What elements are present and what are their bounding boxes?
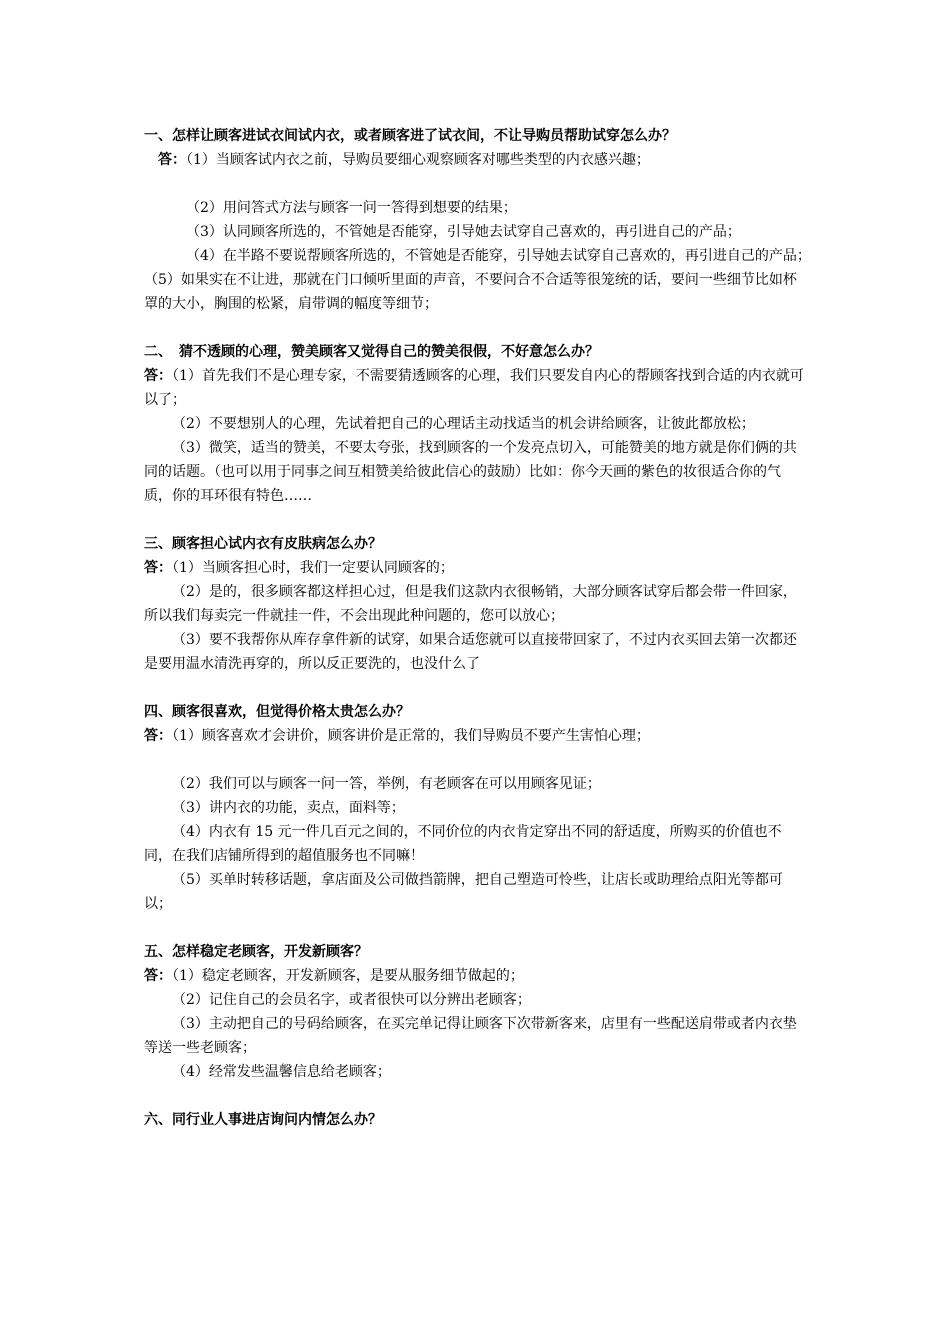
- section-heading-3: 三、顾客担心试内衣有皮肤病怎么办？: [144, 536, 382, 552]
- answer-label: 答：: [144, 560, 172, 576]
- answer-item: （3）微笑，适当的赞美，不要太夸张，找到顾客的一个发亮点切入，可能赞美的地方就是你们俩的共同的话题。（也可以用于同事之间互相赞美给彼此信心的鼓励）比如：你今天画的紫色的妆很适合你的气质，你的耳环很有特色……: [144, 440, 797, 504]
- section-heading-1: 一、怎样让顾客进试衣间试内衣，或者顾客进了试衣间，不让导购员帮助试穿怎么办？: [144, 128, 676, 144]
- answer-item: （2）是的，很多顾客都这样担心过，但是我们这款内衣很畅销，大部分顾客试穿后都会带一件回家，所以我们每卖完一件就挂一件，不会出现此种问题的，您可以放心；: [144, 584, 797, 624]
- answer-item: （2）我们可以与顾客一问一答，举例，有老顾客在可以用顾客见证；: [172, 776, 601, 792]
- section-heading-6: 六、同行业人事进店询问内情怎么办？: [144, 1112, 382, 1128]
- answer-item: （2）用问答式方法与顾客一问一答得到想要的结果；: [186, 200, 517, 216]
- answer-item: （4）经常发些温馨信息给老顾客；: [172, 1064, 391, 1080]
- answer-line-1: [144, 364, 808, 412]
- answer-item: （1）当顾客试内衣之前，导购员要细心观察顾客对哪些类型的内衣感兴趣；: [186, 152, 650, 168]
- answer-label: 答：: [144, 968, 172, 984]
- answer-line-1: [144, 148, 808, 172]
- answer-item: （2）记住自己的会员名字，或者很快可以分辨出老顾客；: [172, 992, 531, 1008]
- answer-label: 答：: [144, 728, 172, 744]
- section-heading-2: 二、 猜不透顾的心理，赞美顾客又觉得自己的赞美很假，不好意怎么办？: [144, 344, 599, 360]
- document-body: [144, 124, 832, 1132]
- answer-item: （3）讲内衣的功能，卖点，面料等；: [172, 800, 405, 816]
- answer-item: （1）当顾客担心时，我们一定要认同顾客的；: [172, 560, 454, 576]
- answer-item: （2）不要想别人的心理，先试着把自己的心理话主动找适当的机会讲给顾客，让彼此都放松；: [172, 416, 755, 432]
- answer-item: （4）在半路不要说帮顾客所选的，不管她是否能穿，引导她去试穿自己喜欢的，再引进自己的产品； （5）如果实在不让进，那就在门口倾听里面的声音，不要问合不合适等很笼统的话，要问一些细节比如杯罩的大小，胸围的松紧，肩带调的幅度等细节；: [144, 248, 832, 312]
- answer-item: （3）要不我帮你从库存拿件新的试穿，如果合适您就可以直接带回家了，不过内衣买回去第一次都还是要用温水清洗再穿的，所以反正要洗的，也没什么了: [144, 632, 797, 672]
- answer-item: （3）主动把自己的号码给顾客，在买完单记得让顾客下次带新客来，店里有一些配送肩带或者内衣垫等送一些老顾客；: [144, 1016, 797, 1056]
- answer-label: 答：: [144, 368, 172, 384]
- answer-item: （5）买单时转移话题，拿店面及公司做挡箭牌，把自己塑造可怜些，让店长或助理给点阳光等都可以；: [144, 872, 783, 912]
- answer-item: （1）稳定老顾客，开发新顾客，是要从服务细节做起的；: [172, 968, 524, 984]
- answer-line-1: [144, 556, 808, 580]
- section-heading-4: 四、顾客很喜欢，但觉得价格太贵怎么办？: [144, 704, 410, 720]
- answer-item: （3）认同顾客所选的，不管她是否能穿，引导她去试穿自己喜欢的，再引进自己的产品；: [186, 224, 741, 240]
- answer-line-1: [144, 964, 808, 988]
- answer-line-1: [144, 724, 808, 748]
- answer-item: （1）顾客喜欢才会讲价，顾客讲价是正常的，我们导购员不要产生害怕心理；: [172, 728, 650, 744]
- answer-item: （1）首先我们不是心理专家，不需要猜透顾客的心理，我们只要发自内心的帮顾客找到合适的内衣就可以了；: [144, 368, 804, 408]
- section-heading-5: 五、怎样稳定老顾客，开发新顾客？: [144, 944, 368, 960]
- answer-label: 答：: [158, 152, 186, 168]
- answer-item: （4）内衣有 15 元一件几百元之间的，不同价位的内衣肯定穿出不同的舒适度，所购买的价值也不同，在我们店铺所得到的超值服务也不同嘛！: [144, 824, 782, 864]
